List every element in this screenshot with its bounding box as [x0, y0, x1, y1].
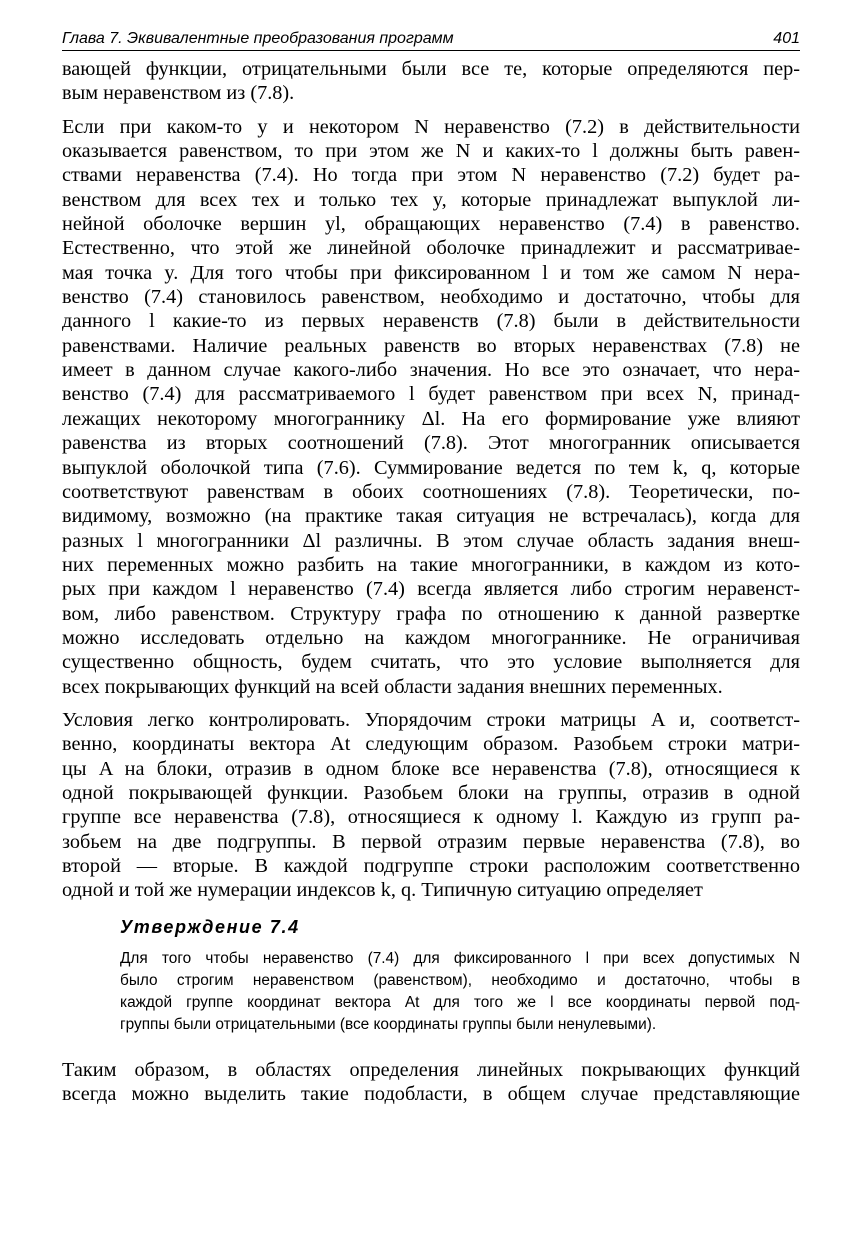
text-line: нейной оболочке вершин yl, обращающих неравенство (7.4) в равенство.: [62, 213, 800, 236]
statement-line: группы были отрицательными (все координаты группы были ненулевыми).: [120, 1015, 657, 1033]
text-line: всегда можно выделить такие подобласти, в общем случае представляющие: [62, 1083, 800, 1106]
statement-line: было строгим неравенством (равенством), необходимо и достаточно, чтобы в: [120, 971, 800, 989]
text-line: зобьем на две подгруппы. В первой отразим первые неравенства (7.8), во: [62, 830, 800, 853]
text-line: вом, либо равенством. Структуру графа по отношению к данной развертке: [62, 602, 800, 625]
text-line: второй — вторые. В каждой подгруппе строки расположим соответственно: [62, 855, 800, 877]
text-line: одной покрывающей функции. Разобьем блоки на группы, отразив в одной: [62, 781, 800, 804]
text-line: одной и той же нумерации индексов k, q. Типичную ситуацию определяет: [62, 879, 703, 902]
statement-body: [120, 948, 800, 1036]
text-line: группе все неравенства (7.8), относящиеся к одному l. Каждую из групп ра-: [62, 806, 800, 829]
text-line: оказывается равенством, то при этом же N и каких-то l должны быть равен-: [62, 140, 800, 163]
text-line: венство (7.4) для рассматриваемого l будет равенством при всех N, принад-: [62, 383, 800, 406]
text-line: венством для всех тех и только тех y, которые принадлежат выпуклой ли-: [62, 188, 800, 211]
text-line: выпуклой оболочкой типа (7.6). Суммирование ведется по тем k, q, которые: [62, 456, 800, 479]
text-line: вающей функции, отрицательными были все те, которые определяются пер-: [62, 58, 800, 80]
text-line: рых при каждом l неравенство (7.4) всегда является либо строгим неравенст-: [62, 578, 800, 601]
text-line: Условия легко контролировать. Упорядочим строки матрицы A и, соответст-: [62, 708, 800, 731]
text-line: соответствуют равенствам в обоих соотношениях (7.8). Теоретически, по-: [62, 480, 800, 503]
text-line: Таким образом, в областях определения линейных покрывающих функций: [62, 1058, 800, 1081]
statement-block: [120, 917, 800, 1036]
text-line: имеет в данном случае какого-либо значения. Но все это означает, что нера-: [62, 359, 800, 382]
statement-line: каждой группе координат вектора At для того же l все координаты первой под-: [120, 993, 800, 1011]
chapter-title: Глава 7. Эквивалентные преобразования программ: [62, 30, 454, 47]
running-header: [62, 28, 800, 51]
paragraph-1: [62, 57, 800, 106]
text-line: данного l какие-то из первых неравенств (7.8) были в действительности: [62, 310, 800, 333]
text-line: венство (7.4) становилось равенством, необходимо и достаточно, чтобы для: [62, 286, 800, 309]
text-line: равенствами. Наличие реальных равенств во вторых неравенствах (7.8) не: [62, 334, 800, 357]
text-line: цы A на блоки, отразив в одном блоке все неравенства (7.8), относящиеся к: [62, 757, 800, 780]
text-line: существенно общность, будем считать, что это условие выполняется для: [62, 651, 800, 674]
statement-title: Утверждение 7.4: [120, 916, 300, 937]
statement-line: Для того чтобы неравенство (7.4) для фиксированного l при всех допустимых N: [120, 949, 800, 967]
text-line: вым неравенством из (7.8).: [62, 82, 295, 105]
text-line: ствами неравенства (7.4). Но тогда при этом N неравенство (7.2) будет ра-: [62, 164, 800, 187]
text-line: них переменных можно разбить на такие многогранники, в каждом из кото-: [62, 553, 800, 576]
paragraph-2: [62, 115, 800, 699]
paragraph-3: [62, 708, 800, 903]
text-line: разных l многогранники Δl различны. В этом случае область задания внеш-: [62, 529, 800, 552]
book-page: [62, 28, 800, 1106]
text-line: Если при каком-то y и некотором N неравенство (7.2) в действительности: [62, 115, 800, 138]
page-number: 401: [773, 30, 800, 47]
text-line: равенства из вторых соотношений (7.8). Этот многогранник описывается: [62, 432, 800, 455]
text-line: видимому, возможно (на практике такая ситуация не встречалась), когда для: [62, 505, 800, 528]
paragraph-4: [62, 1058, 800, 1107]
text-line: Естественно, что этой же линейной оболочке принадлежит и рассматривае-: [62, 237, 800, 260]
text-line: мая точка y. Для того чтобы при фиксированном l и том же самом N нера-: [62, 261, 800, 284]
text-line: всех покрывающих функций на всей области задания внешних переменных.: [62, 675, 723, 698]
text-line: можно исследовать отдельно на каждом многограннике. Не ограничивая: [62, 626, 800, 649]
text-line: венно, координаты вектора At следующим образом. Разобьем строки матри-: [62, 733, 800, 756]
text-line: лежащих некоторому многограннику Δl. На его формирование уже влияют: [62, 407, 800, 430]
